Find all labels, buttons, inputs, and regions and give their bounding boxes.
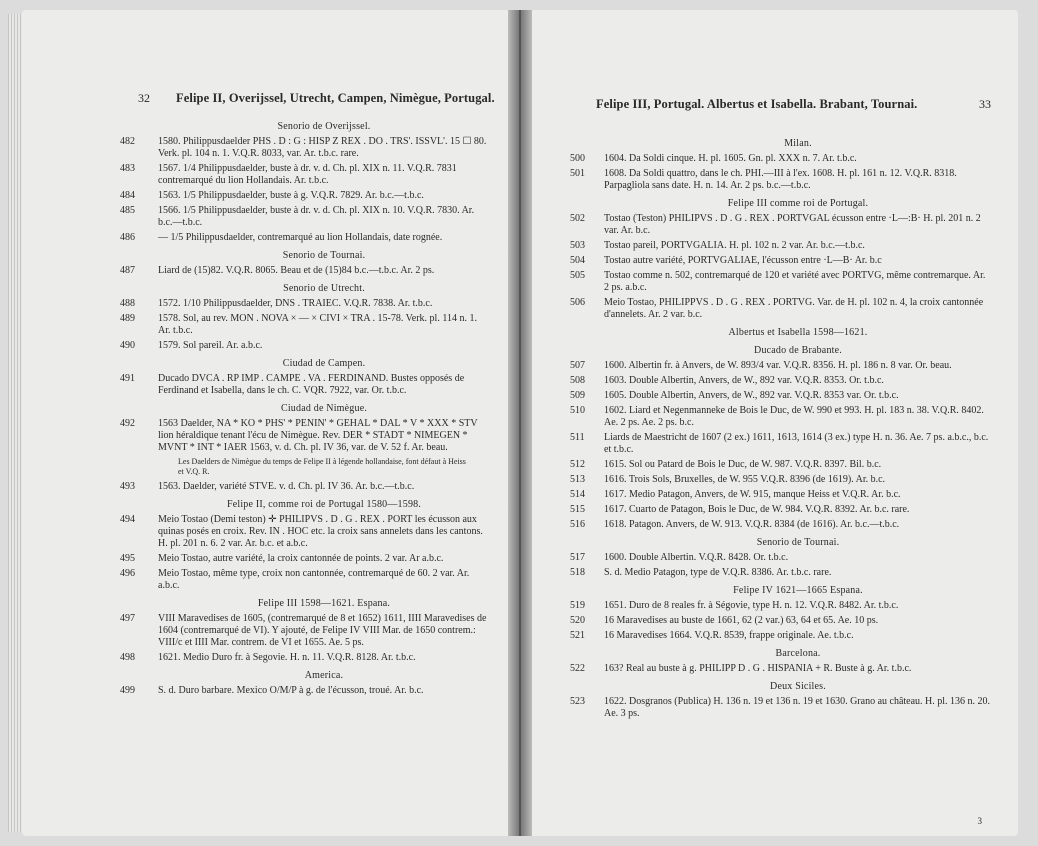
- entry-text: Tostao autre variété, PORTVGALIAE, l'écusson entre ·L—B· Ar. b.c: [604, 255, 882, 266]
- catalog-entry: [120, 232, 490, 244]
- section-heading: Deux Siciles.: [770, 681, 826, 692]
- catalog-entry: [120, 136, 490, 160]
- entry-text: 1621. Medio Duro fr. à Segovie. H. n. 11. V.Q.R. 8128. Ar. t.b.c.: [158, 652, 416, 663]
- entry-number: 497: [120, 613, 135, 624]
- section-heading: Barcelona.: [775, 648, 821, 659]
- entry-text: 1563 Daelder, NA * KO * PHS' * PENIN' * GEHAL * DAL * V * XXX * STV lion héraldique tenant l'écu de Nimègue. Rev. DER * STADT * NIMEGEN * MVNT * INT * IAER 1563, v. d. Ch. pl. IV 36, var. de V. 52 f. Ar. beau.: [158, 418, 478, 453]
- entry-number: 499: [120, 685, 135, 696]
- catalog-entry: [570, 489, 992, 501]
- left-page-body: [120, 115, 490, 700]
- entry-number: 486: [120, 232, 135, 243]
- entry-text: 163? Real au buste à g. PHILIPP D . G . HISPANIA + R. Buste à g. Ar. t.b.c.: [604, 663, 912, 674]
- catalog-entry: [570, 663, 992, 675]
- entry-number: 494: [120, 514, 135, 525]
- entry-number: 505: [570, 270, 585, 281]
- entry-text: Meio Tostao (Demi teston) ✛ PHILIPVS . D . G . REX . PORT les écusson aux quinas posés en croix. Rev. IN . HOC etc. la croix sans annelets dans les cantons. H. pl. 201 n. 6. 2 var. Ar. b.c. et a.b.c.: [158, 514, 483, 549]
- catalog-entry: [570, 153, 992, 165]
- section-heading: Ciudad de Campen.: [282, 358, 366, 369]
- entry-text: 16 Maravedises au buste de 1661, 62 (2 var.) 63, 64 et 65. Ae. 10 ps.: [604, 615, 879, 626]
- entry-text: Tostao comme n. 502, contremarqué de 120 et variété avec PORTVG, même contremarque. Ar. 2 ps. a.b.c.: [604, 270, 986, 293]
- entry-number: 509: [570, 390, 585, 401]
- entry-number: 489: [120, 313, 135, 324]
- catalog-entry: [570, 405, 992, 429]
- section-heading: America.: [304, 670, 344, 681]
- section-heading: Senorio de Tournai.: [756, 537, 840, 548]
- entry-number: 495: [120, 553, 135, 564]
- catalog-entry: [120, 190, 490, 202]
- catalog-entry: [120, 265, 490, 277]
- entry-number: 511: [570, 432, 585, 443]
- catalog-entry: [570, 240, 992, 252]
- catalog-entry: [570, 360, 992, 372]
- entry-text: 1622. Dosgranos (Publica) H. 136 n. 19 et 136 n. 19 et 1630. Grano au château. H. pl. 136 n. 20. Ae. 3 ps.: [604, 696, 991, 719]
- entry-text: 1604. Da Soldi cinque. H. pl. 1605. Gn. pl. XXX n. 7. Ar. t.b.c.: [604, 153, 857, 164]
- catalog-entry: [570, 390, 992, 402]
- entry-text: Tostao pareil, PORTVGALIA. H. pl. 102 n. 2 var. Ar. b.c.—t.b.c.: [604, 240, 865, 251]
- left-page-header: Felipe II, Overijssel, Utrecht, Campen, Nimègue, Portugal.: [176, 91, 495, 105]
- entry-number: 492: [120, 418, 135, 429]
- catalog-entry: [570, 615, 992, 627]
- entry-number: 487: [120, 265, 135, 276]
- catalog-entry: [570, 696, 992, 720]
- catalog-entry: [570, 552, 992, 564]
- catalog-entry: [570, 375, 992, 387]
- entry-text: Ducado DVCA . RP IMP . CAMPE . VA . FERDINAND. Bustes opposés de Ferdinand et Isabella, dans le ch. C. VQR. 7922, var. Or. t.b.c.: [158, 373, 465, 396]
- entry-number: 521: [570, 630, 585, 641]
- entry-text: 1618. Patagon. Anvers, de W. 913. V.Q.R. 8384 (de 1616). Ar. b.c.—t.b.c.: [604, 519, 900, 530]
- entry-number: 523: [570, 696, 585, 707]
- entry-number: 517: [570, 552, 585, 563]
- entry-text: Liards de Maestricht de 1607 (2 ex.) 1611, 1613, 1614 (3 ex.) type H. n. 36. Ae. 7 ps. a.b.c., b.c. et t.b.c.: [604, 432, 989, 455]
- catalog-entry: [120, 568, 490, 592]
- catalog-entry: [120, 313, 490, 337]
- entry-number: 501: [570, 168, 585, 179]
- entry-number: 490: [120, 340, 135, 351]
- entry-number: 484: [120, 190, 135, 201]
- entry-number: 510: [570, 405, 585, 416]
- left-page: [22, 10, 508, 836]
- section-heading: Senorio de Tournai.: [282, 250, 366, 261]
- entry-number: 507: [570, 360, 585, 371]
- section-heading: Milan.: [784, 138, 812, 149]
- entry-number: 491: [120, 373, 135, 384]
- left-page-number: 32: [138, 91, 150, 105]
- catalog-entry: [120, 652, 490, 664]
- catalog-entry: [570, 297, 992, 321]
- entry-text: 1572. 1/10 Philippusdaelder, DNS . TRAIEC. V.Q.R. 7838. Ar. t.b.c.: [158, 298, 433, 309]
- catalog-entry: [570, 255, 992, 267]
- section-heading: Felipe III 1598—1621. Espana.: [257, 598, 391, 609]
- entry-number: 482: [120, 136, 135, 147]
- catalog-entry: [120, 340, 490, 352]
- catalog-entry: [120, 418, 490, 454]
- section-heading: Albertus et Isabella 1598—1621.: [728, 327, 868, 338]
- entry-number: 519: [570, 600, 585, 611]
- entry-text: Tostao (Teston) PHILIPVS . D . G . REX . PORTVGAL écusson entre ·L—:B· H. pl. 201 n. 2 var. Ar. b.c.: [604, 213, 981, 236]
- entry-text: VIII Maravedises de 1605, (contremarqué de 8 et 1652) 1611, IIII Maravedises de 1604 (contremarqué de VI). Y ajouté, de Felipe IV VIII Mar. de 1650 contrem.: VIII/c et IIII Mar. contrem. de VI et 1655. Ae. 5 ps.: [158, 613, 487, 648]
- entry-text: 1563. Daelder, variété STVE. v. d. Ch. pl. IV 36. Ar. b.c.—t.b.c.: [158, 481, 415, 492]
- catalog-entry: [570, 168, 992, 192]
- entry-text: Meio Tostao, autre variété, la croix cantonnée de points. 2 var. Ar a.b.c.: [158, 553, 444, 564]
- catalog-entry: [120, 613, 490, 649]
- catalog-entry: [120, 163, 490, 187]
- section-heading: Felipe IV 1621—1665 Espana.: [733, 585, 863, 596]
- catalog-entry: [570, 459, 992, 471]
- catalog-entry: [570, 630, 992, 642]
- entry-text: S. d. Medio Patagon, type de V.Q.R. 8386. Ar. t.b.c. rare.: [604, 567, 832, 578]
- entry-text: 1600. Double Albertin. V.Q.R. 8428. Or. t.b.c.: [604, 552, 789, 563]
- entry-text: 1608. Da Soldi quattro, dans le ch. PHI.—III à l'ex. 1608. H. pl. 161 n. 12. V.Q.R. 8318. Parpagliola sans date. H. n. 14. Ar. 2 ps. b.c.—t.b.c.: [604, 168, 957, 191]
- catalog-entry: [120, 298, 490, 310]
- entry-number: 506: [570, 297, 585, 308]
- entry-text: 1605. Double Albertin, Anvers, de W., 892 var. V.Q.R. 8353 var. Or. t.b.c.: [604, 390, 899, 401]
- entry-text: 1600. Albertin fr. à Anvers, de W. 893/4 var. V.Q.R. 8356. H. pl. 186 n. 8 var. Or. beau.: [604, 360, 952, 371]
- entry-text: Liard de (15)82. V.Q.R. 8065. Beau et de (15)84 b.c.—t.b.c. Ar. 2 ps.: [158, 265, 435, 276]
- entry-number: 516: [570, 519, 585, 530]
- entry-text: 1651. Duro de 8 reales fr. à Ségovie, type H. n. 12. V.Q.R. 8482. Ar. t.b.c.: [604, 600, 899, 611]
- catalog-entry: [120, 514, 490, 550]
- entry-number: 508: [570, 375, 585, 386]
- entry-text: 1566. 1/5 Philippusdaelder, buste à dr. v. d. Ch. pl. XIX n. 10. V.Q.R. 7830. Ar. b.c.—t.b.c.: [158, 205, 475, 228]
- entry-text: 1579. Sol pareil. Ar. a.b.c.: [158, 340, 263, 351]
- entry-text: S. d. Duro barbare. Mexico O/M/P à g. de l'écusson, troué. Ar. b.c.: [158, 685, 424, 696]
- entry-text: 1580. Philippusdaelder PHS . D : G : HISP Z REX . DO . TRS'. ISSVL'. 15 ☐ 80. Verk. pl. 104 n. 1. V.Q.R. 8033, var. Ar. t.b.c. rare.: [158, 136, 487, 159]
- entry-text: 1567. 1/4 Philippusdaelder, buste à dr. v. d. Ch. pl. XIX n. 11. V.Q.R. 7831 contremarqué du lion Hollandais. Ar. t.b.c.: [158, 163, 457, 186]
- right-page-header: Felipe III, Portugal. Albertus et Isabella. Brabant, Tournai.: [596, 97, 918, 111]
- entry-text: 1617. Medio Patagon, Anvers, de W. 915, manque Heiss et V.Q.R. Ar. b.c.: [604, 489, 901, 500]
- footnote: Les Daelders de Nimègue du temps de Felipe II à légende hollandaise, font défaut à Heiss et V.Q. R.: [178, 457, 466, 476]
- catalog-entry: [570, 519, 992, 531]
- catalog-entry: [570, 432, 992, 456]
- entry-number: 520: [570, 615, 585, 626]
- catalog-entry: [120, 685, 490, 697]
- entry-text: 1602. Liard et Negenmanneke de Bois le Duc, de W. 990 et 993. H. pl. 183 n. 38. V.Q.R. 8402. Ae. 2 ps. Ae. 2 ps. b.c.: [604, 405, 984, 428]
- catalog-entry: [570, 567, 992, 579]
- catalog-entry: [120, 205, 490, 229]
- book-gutter: [508, 10, 532, 836]
- entry-text: 16 Maravedises 1664. V.Q.R. 8539, frappe originale. Ae. t.b.c.: [604, 630, 854, 641]
- entry-number: 515: [570, 504, 585, 515]
- entry-text: 1615. Sol ou Patard de Bois le Duc, de W. 987. V.Q.R. 8397. Bil. b.c.: [604, 459, 882, 470]
- catalog-entry: [570, 600, 992, 612]
- section-heading: Felipe II, comme roi de Portugal 1580—1598.: [226, 499, 422, 510]
- section-heading: Felipe III comme roi de Portugal.: [727, 198, 869, 209]
- section-heading: Senorio de Overijssel.: [277, 121, 371, 132]
- entry-number: 522: [570, 663, 585, 674]
- right-page-footer-number: 3: [977, 816, 982, 826]
- entry-number: 504: [570, 255, 585, 266]
- catalog-entry: [570, 270, 992, 294]
- entry-number: 500: [570, 153, 585, 164]
- catalog-entry: [570, 474, 992, 486]
- right-page-number: 33: [979, 97, 991, 111]
- entry-text: 1616. Trois Sols, Bruxelles, de W. 955 V.Q.R. 8396 (de 1619). Ar. b.c.: [604, 474, 886, 485]
- entry-text: Meio Tostao, PHILIPPVS . D . G . REX . PORTVG. Var. de H. pl. 102 n. 4, la croix cantonnée d'annelets. Ar. 2 var. b.c.: [604, 297, 984, 320]
- section-heading: Ciudad de Nimègue.: [280, 403, 368, 414]
- entry-number: 488: [120, 298, 135, 309]
- entry-number: 512: [570, 459, 585, 470]
- entry-number: 493: [120, 481, 135, 492]
- entry-number: 502: [570, 213, 585, 224]
- entry-text: 1603. Double Albertin, Anvers, de W., 892 var. V.Q.R. 8353. Or. t.b.c.: [604, 375, 884, 386]
- entry-number: 498: [120, 652, 135, 663]
- catalog-entry: [120, 553, 490, 565]
- entry-number: 503: [570, 240, 585, 251]
- entry-number: 483: [120, 163, 135, 174]
- entry-number: 514: [570, 489, 585, 500]
- catalog-entry: [570, 213, 992, 237]
- entry-number: 513: [570, 474, 585, 485]
- catalog-entry: [120, 373, 490, 397]
- entry-text: 1578. Sol, au rev. MON . NOVA × — × CIVI × TRA . 15-78. Verk. pl. 114 n. 1. Ar. t.b.c.: [158, 313, 477, 336]
- catalog-entry: [120, 481, 490, 493]
- entry-text: — 1/5 Philippusdaelder, contremarqué au lion Hollandais, date rognée.: [158, 232, 443, 243]
- section-heading: Ducado de Brabante.: [754, 345, 842, 356]
- right-page-body: [570, 132, 992, 723]
- entry-text: 1563. 1/5 Philippusdaelder, buste à g. V.Q.R. 7829. Ar. b.c.—t.b.c.: [158, 190, 424, 201]
- entry-text: Meio Tostao, même type, croix non cantonnée, contremarqué de 60. 2 var. Ar. a.b.c.: [158, 568, 470, 591]
- entry-text: 1617. Cuarto de Patagon, Bois le Duc, de W. 984. V.Q.R. 8392. Ar. b.c. rare.: [604, 504, 910, 515]
- section-heading: Senorio de Utrecht.: [283, 283, 365, 294]
- right-page: [532, 10, 1018, 836]
- entry-number: 518: [570, 567, 585, 578]
- catalog-entry: [570, 504, 992, 516]
- entry-number: 485: [120, 205, 135, 216]
- entry-number: 496: [120, 568, 135, 579]
